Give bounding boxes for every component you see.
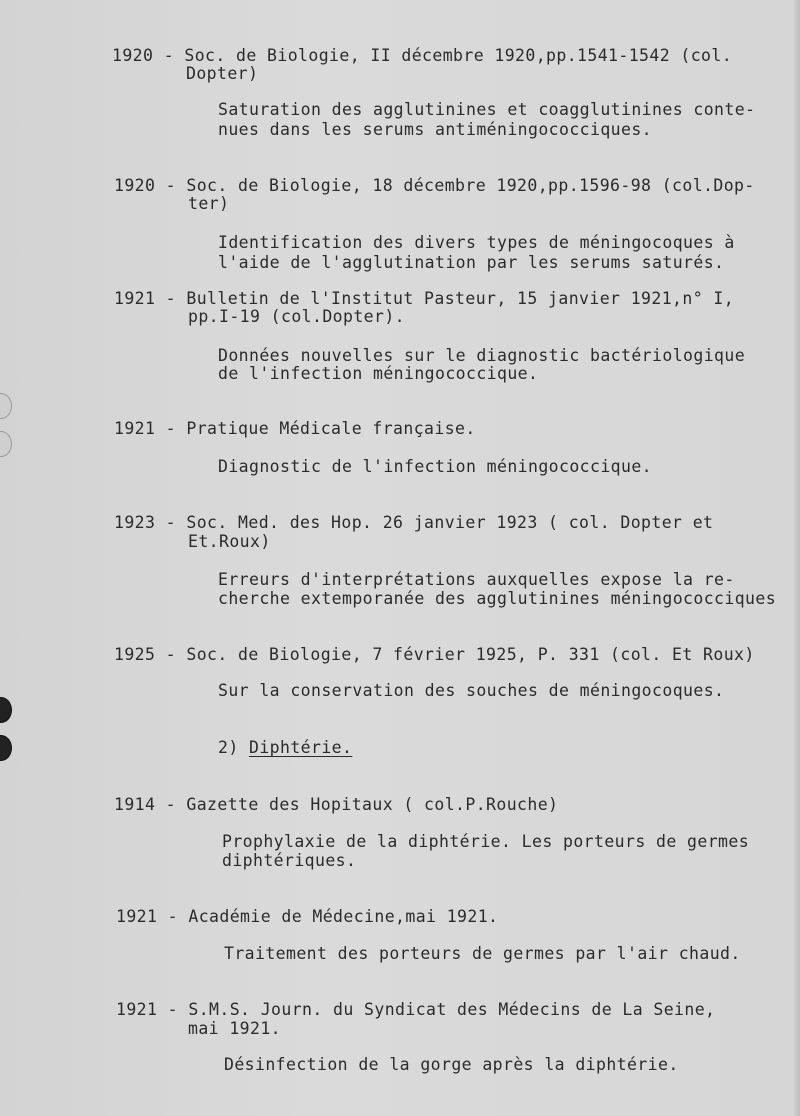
citation-text: Gazette des Hopitaux ( col.P.Rouche)	[186, 795, 559, 814]
entry-year: 1923	[114, 513, 156, 532]
punch-hole	[0, 697, 12, 723]
entry-year: 1920	[114, 176, 156, 195]
entry-7-citation-line-1: 1914 - Gazette des Hopitaux ( col.P.Rouche)	[114, 795, 559, 814]
citation-text: Soc. Med. des Hop. 26 janvier 1923 ( col. Dopter et	[186, 513, 714, 532]
entry-4-title-line-1: Diagnostic de l'infection méningococcique.	[218, 457, 653, 476]
entry-5-citation-line-1: 1923 - Soc. Med. des Hop. 26 janvier 1923 ( col. Dopter et	[114, 513, 714, 532]
entry-9-citation-line-1: 1921 - S.M.S. Journ. du Syndicat des Médecins de La Seine,	[116, 1000, 716, 1019]
citation-text: Pratique Médicale française.	[186, 419, 476, 438]
entry-1-title-line-1: Saturation des agglutinines et coagglutinines conte-	[218, 100, 756, 119]
entry-year: 1921	[116, 907, 158, 926]
entry-year: 1925	[114, 645, 156, 664]
entry-8-title-line-1: Traitement des porteurs de germes par l'air chaud.	[224, 944, 741, 963]
entry-year: 1921	[114, 419, 156, 438]
entry-6-title-line-1: Sur la conservation des souches de méningocoques.	[218, 681, 725, 700]
entry-5-title-line-1: Erreurs d'interprétations auxquelles expose la re-	[218, 570, 735, 589]
entry-3-title-line-1: Données nouvelles sur le diagnostic bactériologique	[218, 346, 746, 365]
paper-edge	[794, 0, 800, 1116]
citation-text: Académie de Médecine,mai 1921.	[188, 907, 499, 926]
punch-hole	[0, 735, 12, 761]
entry-9-citation-line-2: mai 1921.	[188, 1019, 282, 1038]
entry-year: 1920	[112, 46, 154, 65]
entry-3-title-line-2: de l'infection méningococcique.	[218, 364, 539, 383]
entry-year: 1921	[116, 1000, 158, 1019]
entry-1-title-line-2: nues dans les serums antiméningococciques.	[218, 120, 653, 139]
entry-3-citation-line-2: pp.I-19 (col.Dopter).	[188, 307, 406, 326]
citation-text: Soc. de Biologie, 7 février 1925, P. 331 (col. Et Roux)	[186, 645, 755, 664]
entry-year: 1921	[114, 289, 156, 308]
entry-2-title-line-1: Identification des divers types de méningocoques à	[218, 233, 735, 252]
entry-9-title-line-1: Désinfection de la gorge après la diphtérie.	[224, 1055, 679, 1074]
entry-year: 1914	[114, 795, 156, 814]
entry-4-citation-line-1: 1921 - Pratique Médicale française.	[114, 419, 476, 438]
citation-text: S.M.S. Journ. du Syndicat des Médecins de La Seine,	[188, 1000, 716, 1019]
entry-2-title-line-2: l'aide de l'agglutination par les serums saturés.	[218, 253, 725, 272]
entry-1-citation-line-1: 1920 - Soc. de Biologie, II décembre 1920,pp.1541-1542 (col.	[112, 46, 733, 65]
entry-7-title-line-1: Prophylaxie de la diphtérie. Les porteurs de germes	[222, 832, 750, 851]
section-heading	[218, 738, 352, 758]
entry-2-citation-line-1: 1920 - Soc. de Biologie, 18 décembre 1920,pp.1596-98 (col.Dop-	[114, 176, 755, 195]
entry-5-title-line-2: cherche extemporanée des agglutinines méningococciques	[218, 589, 777, 608]
section-title: Diphtérie.	[249, 738, 353, 757]
punch-hole	[0, 393, 12, 419]
citation-text: Soc. de Biologie, II décembre 1920,pp.1541-1542 (col.	[184, 46, 733, 65]
entry-5-citation-line-2: Et.Roux)	[188, 532, 271, 551]
section-number: 2)	[218, 738, 239, 757]
citation-text: Bulletin de l'Institut Pasteur, 15 janvier 1921,n° I,	[186, 289, 735, 308]
entry-7-title-line-2: diphtériques.	[222, 851, 357, 870]
entry-8-citation-line-1: 1921 - Académie de Médecine,mai 1921.	[116, 907, 499, 926]
entry-3-citation-line-1: 1921 - Bulletin de l'Institut Pasteur, 15 janvier 1921,n° I,	[114, 289, 735, 308]
entry-2-citation-line-2: ter)	[188, 194, 230, 213]
punch-hole	[0, 431, 12, 457]
entry-1-citation-line-2: Dopter)	[186, 64, 259, 83]
entry-6-citation-line-1: 1925 - Soc. de Biologie, 7 février 1925, P. 331 (col. Et Roux)	[114, 645, 755, 664]
citation-text: Soc. de Biologie, 18 décembre 1920,pp.1596-98 (col.Dop-	[186, 176, 755, 195]
